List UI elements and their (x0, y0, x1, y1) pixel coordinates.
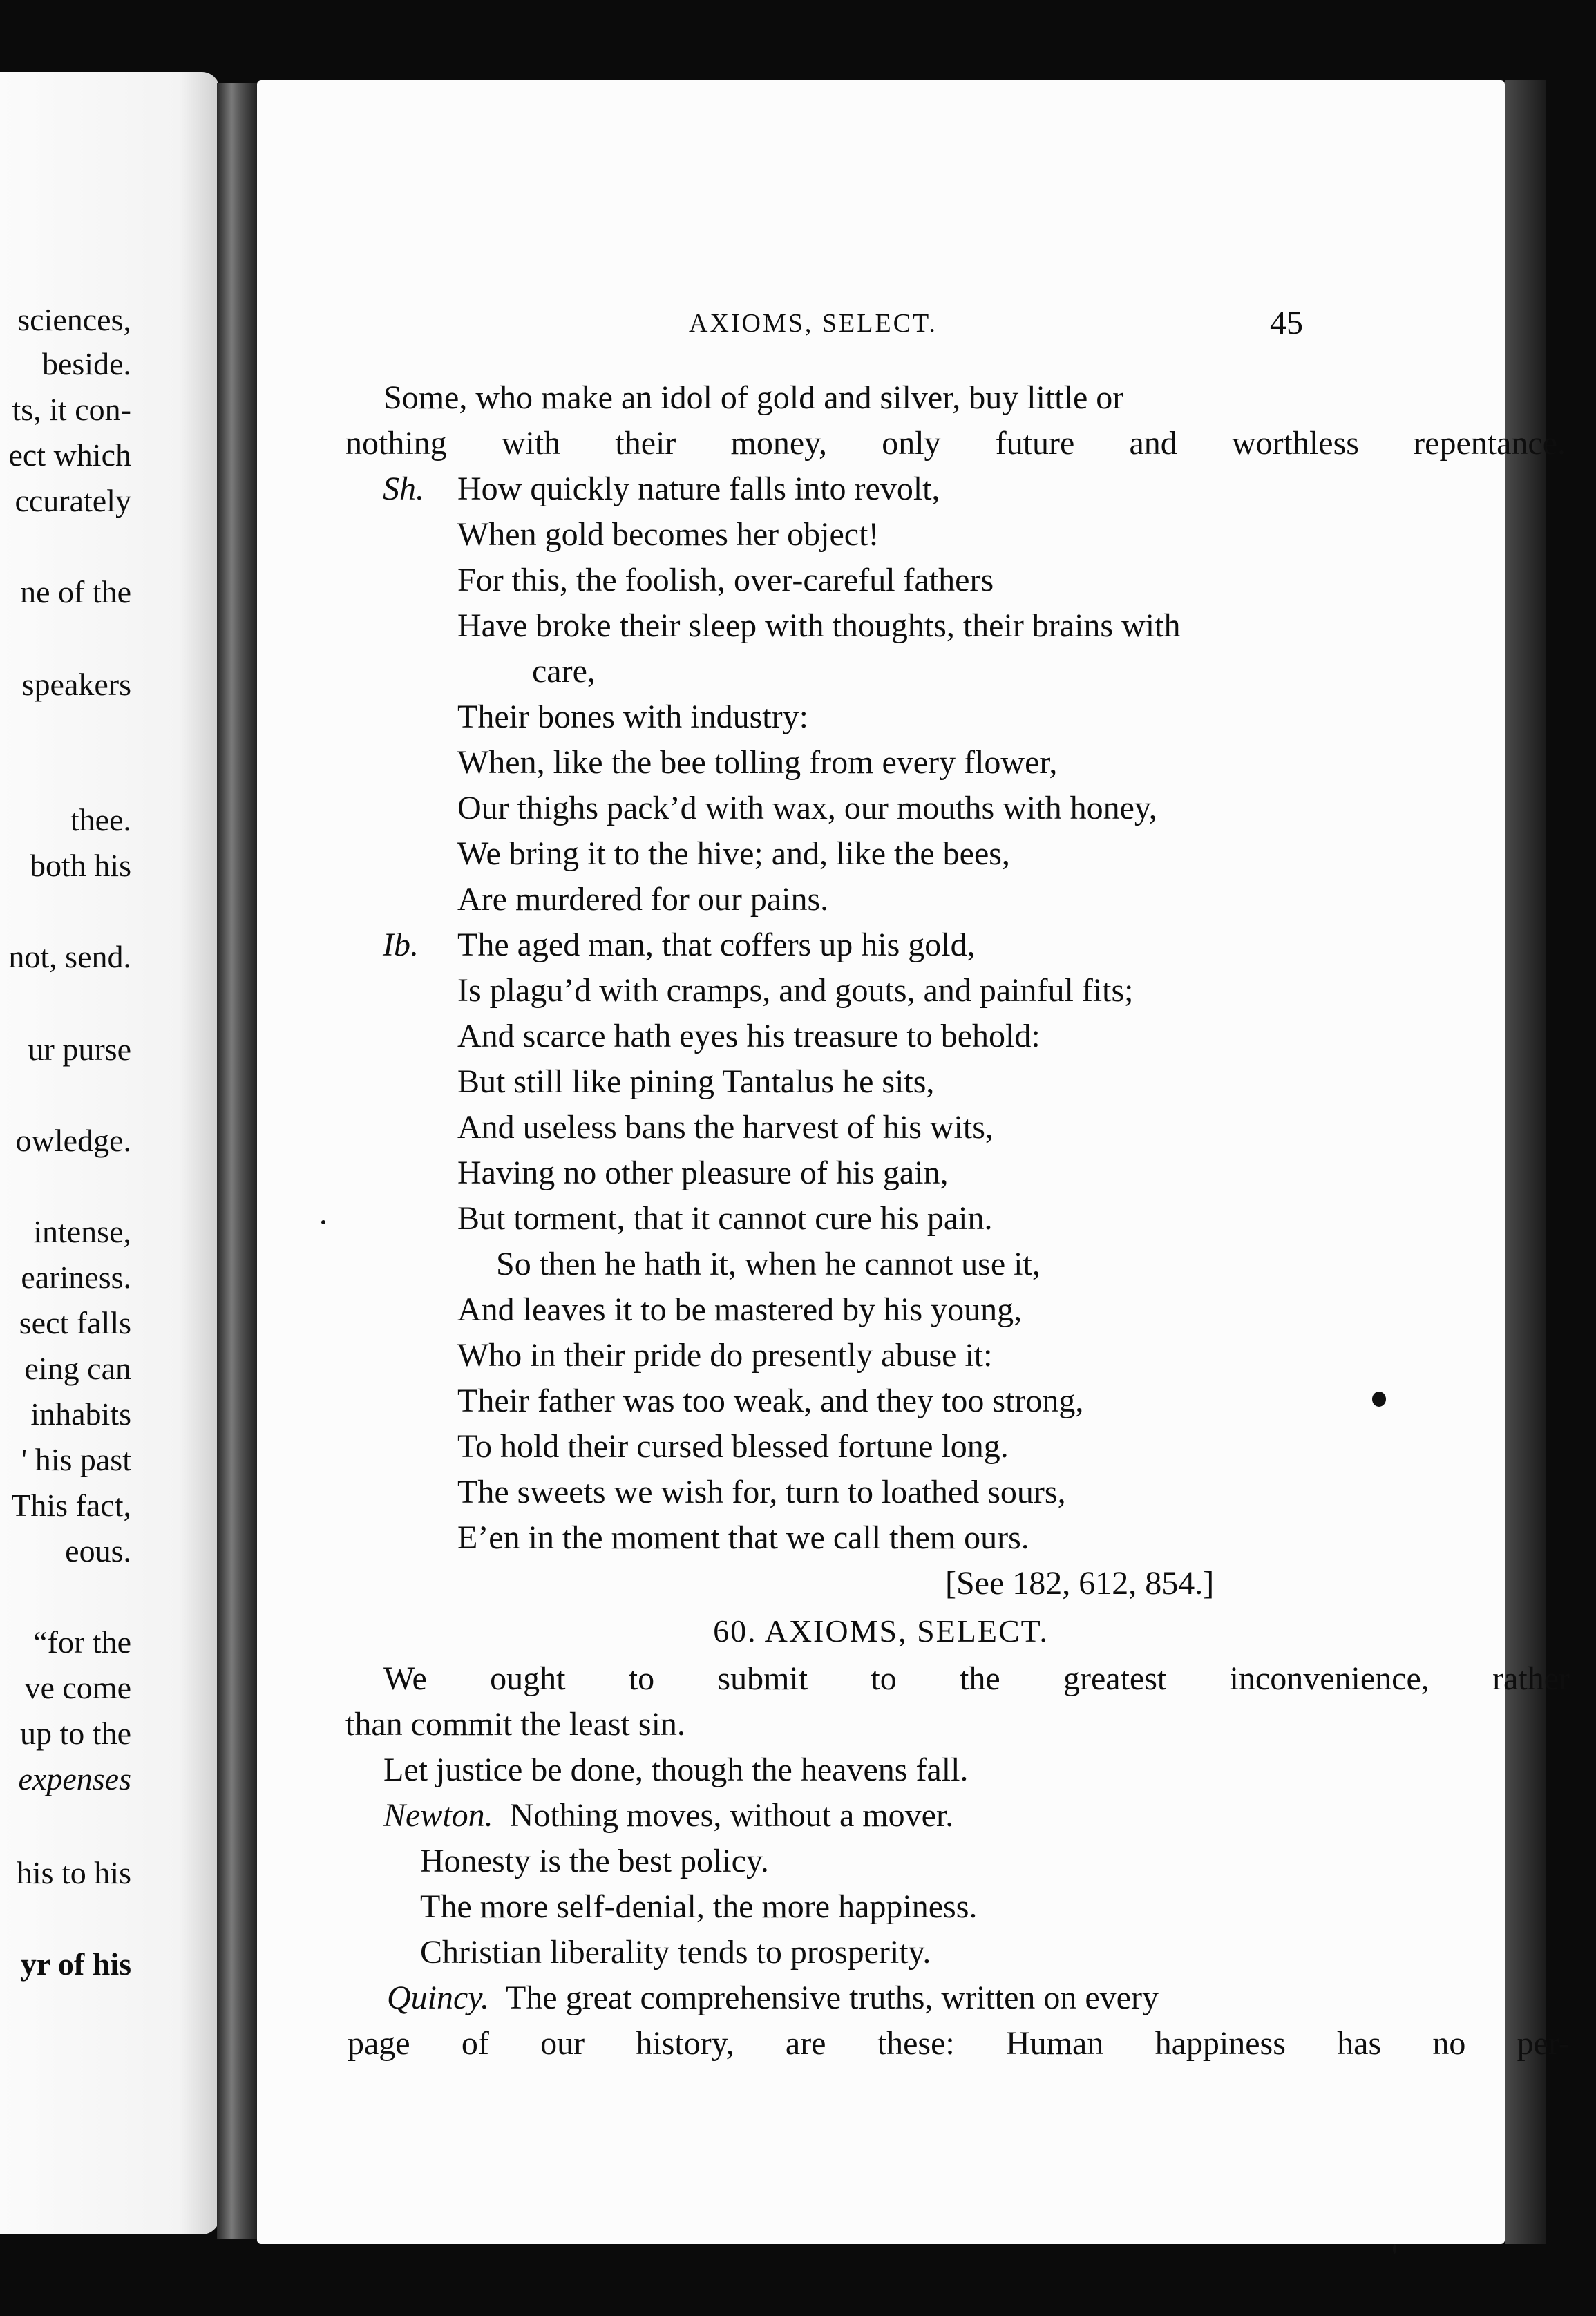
left-fragment: expenses (18, 1761, 131, 1796)
left-fragment: ts, it con- (12, 392, 131, 427)
verse-line: Are murdered for our pains. (457, 881, 829, 918)
page-number: 45 (1270, 305, 1303, 341)
verse-line: Is plagu’d with cramps, and gouts, and painful fits; (457, 972, 1134, 1009)
cross-reference: [See 182, 612, 854.] (945, 1565, 1215, 1602)
ink-speck (1372, 1392, 1386, 1407)
right-page (257, 80, 1570, 2244)
left-fragment: sect falls (19, 1305, 131, 1340)
axiom-line (387, 1982, 1159, 2015)
ink-speck (321, 1220, 325, 1224)
verse-line: E’en in the moment that we call them ours. (457, 1519, 1029, 1556)
verse-line: So then he hath it, when he cannot use it, (496, 1246, 1041, 1282)
verse-line: Having no other pleasure of his gain, (457, 1155, 949, 1191)
axiom-line: Let justice be done, though the heavens fall. (383, 1752, 969, 1788)
left-fragment: sciences, (17, 302, 131, 337)
axiom-text: The great comprehensive truths, written on every (505, 1980, 1159, 2016)
verse-line: Their father was too weak, and they too strong, (457, 1383, 1084, 1419)
verse-line: To hold their cursed blessed fortune long. (457, 1428, 1009, 1465)
left-fragment: eous. (65, 1533, 131, 1568)
left-fragment: inhabits (30, 1396, 131, 1432)
left-fragment: both his (30, 848, 131, 883)
left-fragment: ve come (24, 1670, 131, 1705)
axiom-text: Nothing moves, without a mover. (509, 1797, 954, 1834)
verse-line: When, like the bee tolling from every flower, (457, 744, 1058, 781)
left-fragment: his to his (16, 1855, 131, 1890)
axiom-line: than commit the least sin. (345, 1706, 685, 1743)
left-fragment: ne of the (20, 574, 131, 609)
left-fragment: eing can (24, 1351, 131, 1386)
ink-speck (1393, 2244, 1396, 2254)
running-head-title: AXIOMS, SELECT. (689, 309, 938, 338)
verse-line: Their bones with industry: (457, 699, 808, 735)
left-fragment: yr of his (20, 1946, 131, 1982)
verse-line: And scarce hath eyes his treasure to behold: (457, 1018, 1041, 1054)
left-fragment: eariness. (21, 1260, 131, 1295)
running-head (257, 305, 1505, 350)
left-fragment: speakers (21, 667, 131, 702)
axiom-line: We ought to submit to the greatest inconvenience, rather (383, 1660, 1570, 1697)
verse-line: But torment, that it cannot cure his pain. (457, 1200, 993, 1237)
axiom-line: Christian liberality tends to prosperity. (420, 1934, 931, 1971)
verse-line: How quickly nature falls into revolt, (457, 471, 940, 507)
left-fragment: ect which (8, 437, 131, 473)
left-fragment: thee. (70, 802, 131, 837)
verse-line: But still like pining Tantalus he sits, (457, 1063, 935, 1100)
left-fragment: “for the (33, 1624, 131, 1660)
left-fragment: owledge. (15, 1123, 131, 1158)
author-attribution: Newton. (383, 1797, 493, 1834)
verse-line: Our thighs pack’d with wax, our mouths with honey, (457, 790, 1157, 826)
left-fragment: This fact, (11, 1488, 131, 1523)
verse-line: Have broke their sleep with thoughts, their brains with (457, 607, 1181, 644)
verse-line: The sweets we wish for, turn to loathed sours, (457, 1474, 1066, 1510)
verse-line: And leaves it to be mastered by his young, (457, 1291, 1023, 1328)
verse-line: And useless bans the harvest of his wits, (457, 1109, 994, 1146)
axiom-line: The more self-denial, the more happiness. (420, 1888, 978, 1925)
section-heading: 60. AXIOMS, SELECT. (713, 1613, 1049, 1649)
verse-line: When gold becomes her object! (457, 516, 880, 553)
prose-line: Some, who make an idol of gold and silver, buy little or (383, 379, 1124, 416)
left-fragment: up to the (20, 1716, 131, 1751)
verse-line: For this, the foolish, over-careful fathers (457, 562, 994, 598)
left-fragment: ' his past (21, 1442, 131, 1477)
verse-line: The aged man, that coffers up his gold, (457, 927, 976, 963)
verse-line: care, (532, 653, 596, 690)
speaker-attribution: Ib. (383, 927, 419, 963)
verse-line: We bring it to the hive; and, like the bees, (457, 835, 1010, 872)
page-edge (1505, 80, 1546, 2244)
left-fragment: not, send. (8, 939, 131, 974)
left-fragment: intense, (33, 1214, 131, 1249)
book-gutter (217, 83, 258, 2239)
left-fragment: ur purse (28, 1032, 131, 1067)
axiom-line (383, 1799, 953, 1832)
axiom-line: page of our history, are these: Human happiness has no per- (348, 2025, 1570, 2062)
speaker-attribution: Sh. (383, 471, 424, 507)
axiom-line: Honesty is the best policy. (420, 1843, 769, 1879)
prose-line: nothing with their money, only future and worthless repentance. (345, 425, 1566, 462)
author-attribution: Quincy. (387, 1980, 489, 2016)
left-fragment: ccurately (15, 483, 131, 518)
verse-line: Who in their pride do presently abuse it: (457, 1337, 993, 1374)
left-page (0, 72, 220, 2234)
left-fragment: beside. (41, 346, 131, 381)
